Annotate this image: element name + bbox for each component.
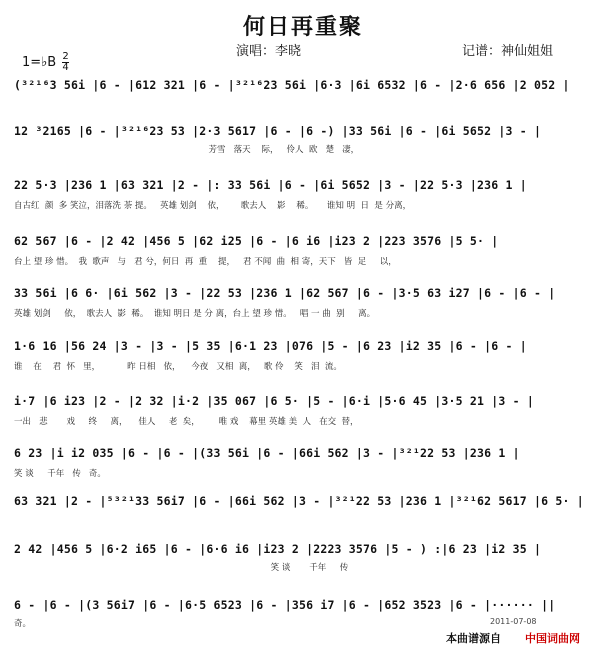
lyric-row-4: 台上 望 珍 惜。 我 歌声 与 君 兮，何日 再 重 提， 君 不闻 曲 相 寄，天下 皆 足 以， [14,257,397,267]
time-numerator: 2 [62,51,69,62]
lyric-row-8: 笑 谈 千年 传 奇。 [14,469,106,479]
time-denominator: 4 [62,62,69,73]
key-label: 1=♭B [22,55,57,70]
lyric-row-10: 笑 谈 千年 传 [14,563,349,573]
lyric-row-5: 英雄 划剑 依， 歌去人 影 稀。 谁知 明日 是 分 离，台上 望 珍 惜。 唱 一 曲 别 离。 [14,309,376,319]
score-row-6: 1·6 16 |56 24 |3 - |3 - |5 35 |6·1 23 |076 |5 - |6 23 |i2 35 |6 - |6 - | [14,339,527,353]
transcriber-credit: 记谱：神仙姐姐 [462,44,554,59]
score-row-7: i·7 |6 i23 |2 - |2 32 |i·2 |35 067 |6 5· |5 - |6·i |5·6 45 |3·5 21 |3 - | [14,394,535,408]
source-label: 本曲谱源自 [446,632,501,645]
score-row-1: (³²¹⁶3 56i |6 - |612 321 |6 - |³²¹⁶23 56i |6·3 |6i 6532 |6 - |2·6 656 |2 052 | [14,78,570,92]
score-row-2: 12 ³2165 |6 - |³²¹⁶23 53 |2·3 5617 |6 - |6 -) |33 56i |6 - |6i 5652 |3 - | [14,124,542,138]
song-title: 何日再重聚 [242,15,363,40]
date-stamp: 2011-07-08 [490,617,537,626]
lyric-row-9 [14,513,598,526]
score-row-3: 22 5·3 |236 1 |63 321 |2 - |: 33 56i |6 - |6i 5652 |3 - |22 5·3 |236 1 | [14,178,527,192]
score-row-8: 6 23 |i i2 035 |6 - |6 - |(33 56i |6 - |66i 562 |3 - |³²¹22 53 |236 1 | [14,446,520,460]
site-name-link[interactable]: 中国词曲网 [525,632,580,645]
lyric-row-7: 一出 悲 戏 终 离， 佳人 老 矣， 唯 戏 幕里 英雄 美 人 在交 替， [14,417,359,427]
lyric-row-11: 奇。 [14,619,32,629]
score-row-5: 33 56i |6 6· |6i 562 |3 - |22 53 |236 1 |62 567 |6 - |3·5 63 i27 |6 - |6 - | [14,286,556,300]
lyric-row-2: 芳雪 落天 际， 伶人 欧 楚 凄， [14,145,360,155]
singer-credit: 演唱：李晓 [236,44,302,59]
score-row-11: 6 - |6 - |(3 56i7 |6 - |6·5 6523 |6 - |356 i7 |6 - |652 3523 |6 - |······ || [14,598,556,612]
lyric-row-6: 谁 在 君 怀 里， 昨 日相 依， 今夜 又相 离， 歌 伶 笑 泪 流。 [14,362,342,372]
score-row-9: 63 321 |2 - |⁵³²¹33 56i7 |6 - |66i 562 |3 - |³²¹22 53 |236 1 |³²¹62 5617 |6 5· | [14,494,584,508]
lyric-row-3: 自古红 颜 多 笑泣，泪落洗 荼 提。 英雄 划剑 依， 歌去人 影 稀。 谁知 明 日 是 分离， [14,201,412,211]
score-row-4: 62 567 |6 - |2 42 |456 5 |62 i25 |6 - |6 i6 |i23 2 |223 3576 |5 5· | [14,234,499,248]
key-signature [22,52,69,73]
score-row-10: 2 42 |456 5 |6·2 i65 |6 - |6·6 i6 |i23 2 |2223 3576 |5 - ) :|6 23 |i2 35 | [14,542,542,556]
lyric-row-1 [14,97,598,110]
time-signature [62,52,68,73]
